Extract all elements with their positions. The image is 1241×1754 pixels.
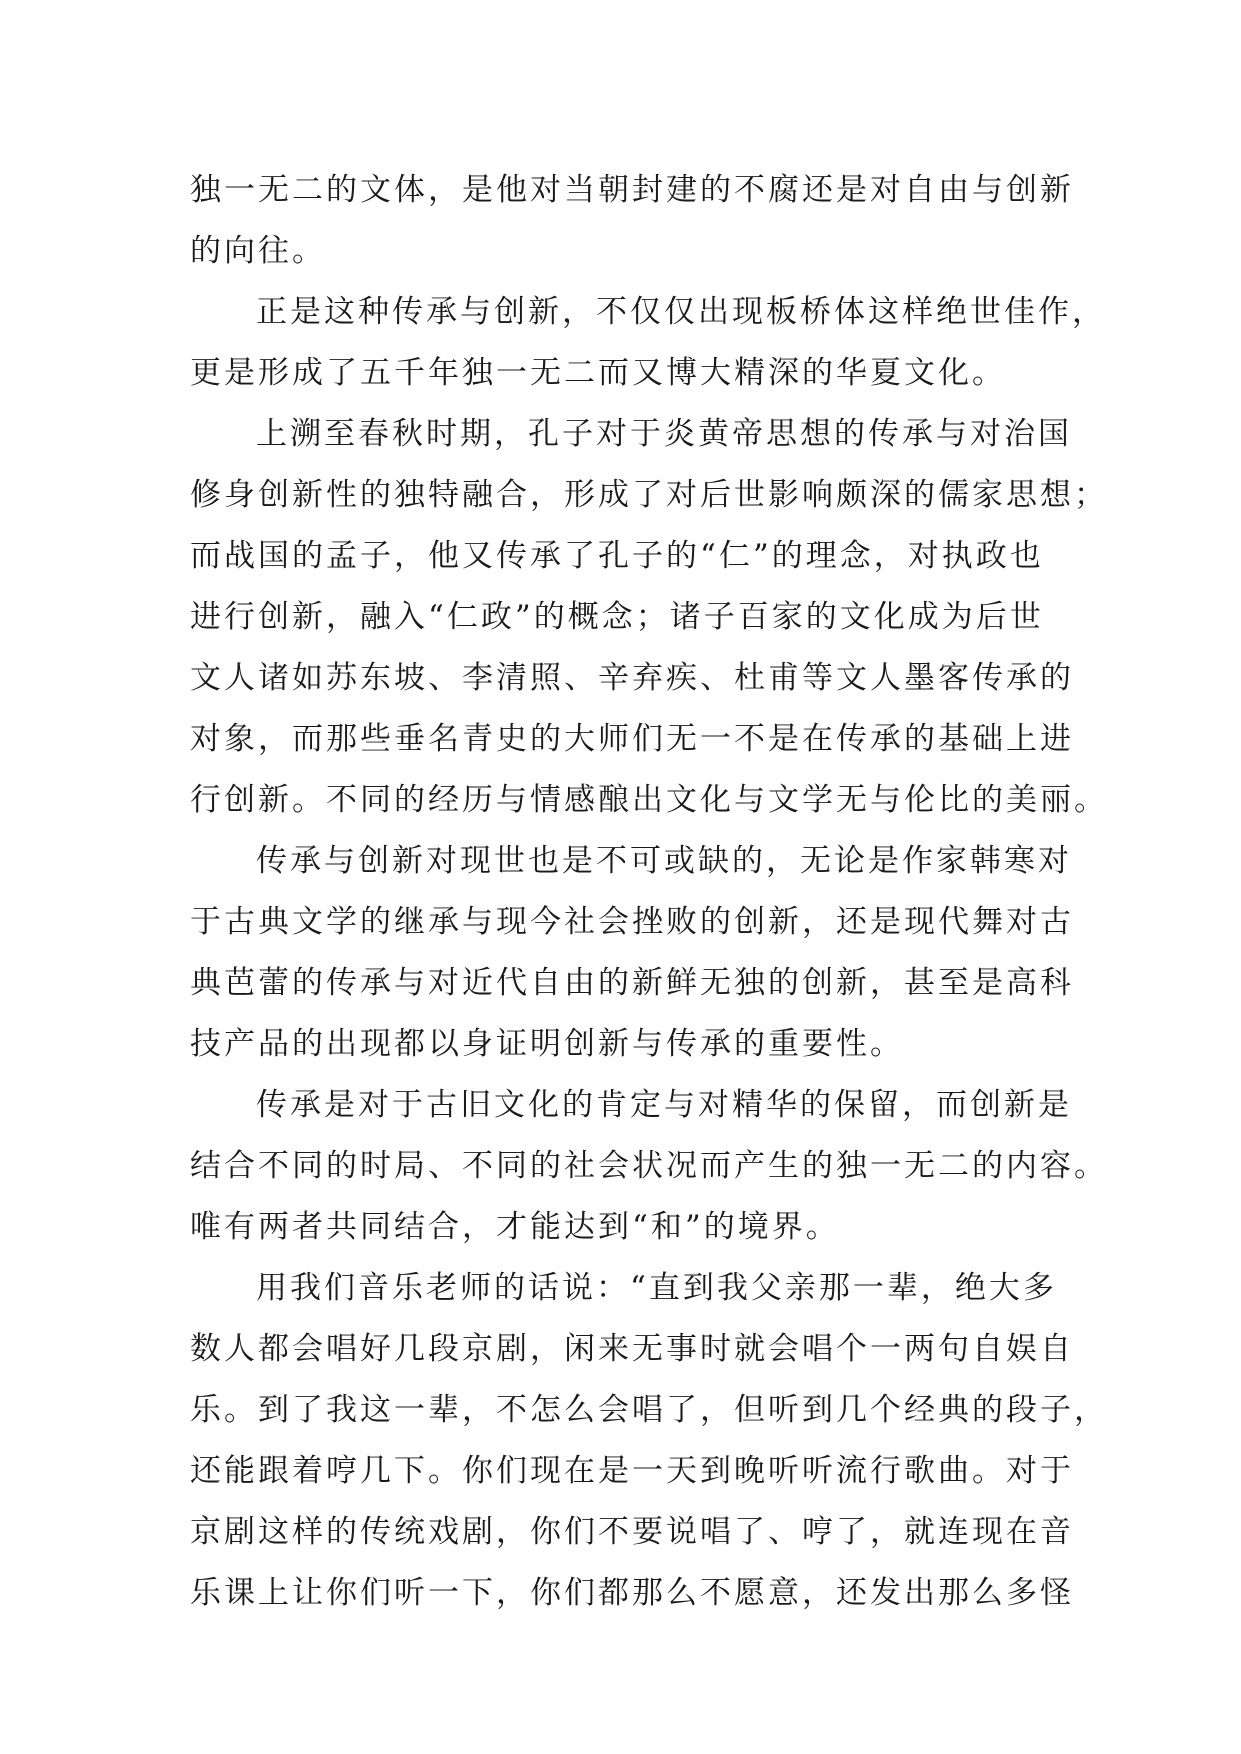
- text-line: 的向往。: [190, 233, 326, 269]
- text-line: 文人诸如苏东坡、李清照、辛弃疾、杜甫等文人墨客传承的: [190, 660, 1074, 696]
- text-line: 乐。到了我这一辈，不怎么会唱了，但听到几个经典的段子，: [190, 1392, 1108, 1428]
- text-line: 数人都会唱好几段京剧，闲来无事时就会唱个一两句自娱自: [190, 1331, 1074, 1367]
- text-line: 唯有两者共同结合，才能达到“和”的境界。: [190, 1209, 840, 1245]
- text-line: 结合不同的时局、不同的社会状况而产生的独一无二的内容。: [190, 1148, 1108, 1184]
- text-line: 对象，而那些垂名青史的大师们无一不是在传承的基础上进: [190, 721, 1074, 757]
- text-line: 传承是对于古旧文化的肯定与对精华的保留，而创新是: [256, 1087, 1072, 1123]
- text-line: 正是这种传承与创新，不仅仅出现板桥体这样绝世佳作，: [256, 294, 1106, 330]
- text-line: 乐课上让你们听一下，你们都那么不愿意，还发出那么多怪: [190, 1575, 1074, 1611]
- text-line: 独一无二的文体，是他对当朝封建的不腐还是对自由与创新: [190, 172, 1074, 208]
- text-line: 还能跟着哼几下。你们现在是一天到晚听听流行歌曲。对于: [190, 1453, 1074, 1489]
- text-line: 京剧这样的传统戏剧，你们不要说唱了、哼了，就连现在音: [190, 1514, 1074, 1550]
- text-line: 传承与创新对现世也是不可或缺的，无论是作家韩寒对: [256, 843, 1072, 879]
- text-line: 用我们音乐老师的话说：“直到我父亲那一辈，绝大多: [256, 1270, 1057, 1306]
- text-line: 上溯至春秋时期，孔子对于炎黄帝思想的传承与对治国: [256, 416, 1072, 452]
- text-line: 修身创新性的独特融合，形成了对后世影响颇深的儒家思想；: [190, 477, 1108, 513]
- text-line: 而战国的孟子，他又传承了孔子的“仁”的理念，对执政也: [190, 538, 1044, 574]
- body-text: [190, 160, 1108, 1624]
- text-line: 更是形成了五千年独一无二而又博大精深的华夏文化。: [190, 355, 1006, 391]
- text-line: 技产品的出现都以身证明创新与传承的重要性。: [190, 1026, 904, 1062]
- text-line: 典芭蕾的传承与对近代自由的新鲜无独的创新，甚至是高科: [190, 965, 1074, 1001]
- text-line: 于古典文学的继承与现今社会挫败的创新，还是现代舞对古: [190, 904, 1074, 940]
- text-line: 进行创新，融入“仁政”的概念；诸子百家的文化成为后世: [190, 599, 1044, 635]
- text-line: 行创新。不同的经历与情感酿出文化与文学无与伦比的美丽。: [190, 782, 1108, 818]
